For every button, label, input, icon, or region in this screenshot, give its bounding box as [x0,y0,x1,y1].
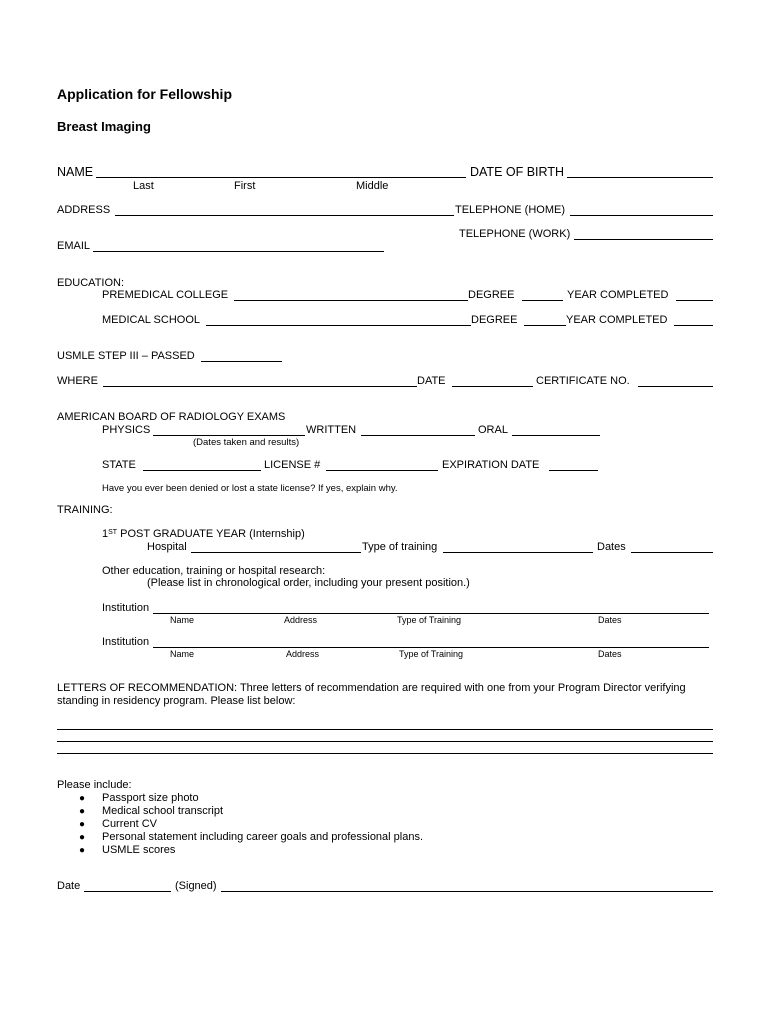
med-year-label: YEAR COMPLETED [566,314,668,326]
where-label: WHERE [57,375,98,387]
usmle-date-field[interactable] [452,386,533,387]
letters-line-3[interactable] [57,753,713,754]
bullet-icon: ● [79,832,86,843]
include-item-statement: Personal statement including career goals and professional plans. [102,831,424,843]
name-first-caption: First [234,180,256,192]
bullet-icon: ● [79,806,86,817]
address-field[interactable] [115,215,454,216]
include-heading: Please include: [57,779,132,791]
name-last-caption: Last [133,180,154,192]
tel-work-field[interactable] [574,239,713,240]
name-label: NAME [57,165,94,179]
inst1-address-caption: Address [284,615,318,625]
include-item-cv: Current CV [102,818,158,830]
letters-text-1: LETTERS OF RECOMMENDATION: Three letters of recommendation are required with one from your Program Director verifying [57,682,686,694]
address-label: ADDRESS [57,204,111,216]
usmle-label: USMLE STEP III – PASSED [57,350,195,362]
training-heading: TRAINING: [57,504,113,516]
institution-label-1: Institution [102,602,150,614]
license-field[interactable] [326,470,438,471]
include-item-transcript: Medical school transcript [102,805,224,817]
email-field[interactable] [93,251,384,252]
sign-date-label: Date [57,880,81,892]
other-education-label: Other education, training or hospital research: [102,565,326,577]
tel-home-field[interactable] [570,215,713,216]
email-label: EMAIL [57,240,91,252]
bullet-icon: ● [79,845,86,856]
cert-field[interactable] [638,386,713,387]
tel-work-label: TELEPHONE (WORK) [459,228,571,240]
name-field[interactable] [96,177,466,178]
physics-label: PHYSICS [102,424,151,436]
med-school-label: MEDICAL SCHOOL [102,314,201,326]
med-school-field[interactable] [206,325,471,326]
inst2-address-caption: Address [286,649,320,659]
inst2-name-caption: Name [170,649,195,659]
signature-field[interactable] [221,891,713,892]
physics-field[interactable] [153,435,305,436]
license-label: LICENSE # [264,459,321,471]
pg-dates-label: Dates [597,541,626,553]
pg-year-sup: ST [108,529,118,536]
pg-year-num: 1 [102,528,109,540]
where-field[interactable] [103,386,417,387]
institution-field-1[interactable] [153,613,709,614]
pg-year-label [102,528,305,541]
state-field[interactable] [143,470,261,471]
signed-label: (Signed) [175,880,217,892]
sign-date-field[interactable] [84,891,171,892]
premed-degree-field[interactable] [522,300,563,301]
expiration-field[interactable] [549,470,598,471]
state-label: STATE [102,459,136,471]
inst1-type-caption: Type of Training [397,615,462,625]
abr-heading: AMERICAN BOARD OF RADIOLOGY EXAMS [57,411,286,423]
premed-degree-label: DEGREE [468,289,515,301]
form-title: Application for Fellowship [57,86,232,102]
letters-text-2: standing in residency program. Please list below: [57,695,296,707]
education-heading: EDUCATION: [57,277,125,289]
med-year-field[interactable] [674,325,713,326]
oral-field[interactable] [512,435,600,436]
hospital-label: Hospital [147,541,187,553]
written-label: WRITTEN [306,424,357,436]
pg-year-text: POST GRADUATE YEAR (Internship) [117,528,305,540]
oral-label: ORAL [478,424,508,436]
include-item-usmle: USMLE scores [102,844,176,856]
med-degree-label: DEGREE [471,314,518,326]
license-question: Have you ever been denied or lost a state license? If yes, explain why. [102,483,398,494]
bullet-icon: ● [79,793,86,804]
usmle-date-label: DATE [417,375,446,387]
bullet-icon: ● [79,819,86,830]
letters-line-2[interactable] [57,741,713,742]
premed-field[interactable] [234,300,468,301]
premed-year-label: YEAR COMPLETED [567,289,669,301]
usmle-field[interactable] [201,361,282,362]
dob-field[interactable] [567,177,713,178]
abr-note: (Dates taken and results) [193,437,300,448]
institution-field-2[interactable] [153,647,709,648]
inst2-type-caption: Type of Training [399,649,464,659]
expiration-label: EXPIRATION DATE [442,459,540,471]
form-subtitle: Breast Imaging [57,119,151,134]
inst2-dates-caption: Dates [598,649,622,659]
dob-label: DATE OF BIRTH [470,165,564,179]
name-middle-caption: Middle [356,180,389,192]
letters-line-1[interactable] [57,729,713,730]
other-education-note: (Please list in chronological order, including your present position.) [147,577,470,589]
inst1-name-caption: Name [170,615,195,625]
med-degree-field[interactable] [524,325,566,326]
premed-year-field[interactable] [676,300,713,301]
include-item-photo: Passport size photo [102,792,199,804]
pg-type-field[interactable] [443,552,593,553]
tel-home-label: TELEPHONE (HOME) [455,204,566,216]
pg-dates-field[interactable] [631,552,713,553]
institution-label-2: Institution [102,636,150,648]
pg-type-label: Type of training [362,541,438,553]
hospital-field[interactable] [191,552,361,553]
written-field[interactable] [361,435,475,436]
inst1-dates-caption: Dates [598,615,622,625]
premed-label: PREMEDICAL COLLEGE [102,289,229,301]
cert-label: CERTIFICATE NO. [536,375,630,387]
